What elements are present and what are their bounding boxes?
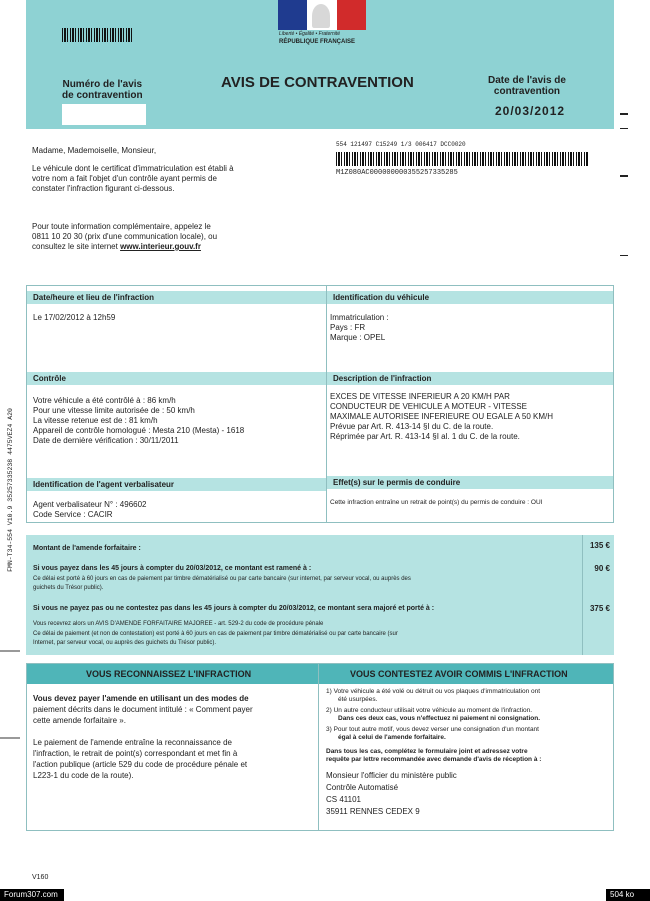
control-section-title: Contrôle [27,372,326,385]
agent-line: Agent verbalisateur N° : 496602 [33,500,147,509]
control-line: Votre véhicule a été contrôlé à : 86 km/h [33,396,176,405]
vehicle-section-title: Identification du véhicule [327,291,613,304]
contest-item: Dans ces deux cas, vous n'effectuez ni paiement ni consignation. [338,715,541,722]
contest-instructions: requête par lettre recommandée avec demande d'avis de réception à : [326,756,542,763]
reduced-amount-value: 90 € [594,564,610,573]
fixed-amount-value: 135 € [589,541,610,550]
agent-line: Code Service : CACIR [33,510,113,519]
info-link[interactable]: www.interieur.gouv.fr [120,242,201,251]
notice-date-label-2: contravention [493,86,561,97]
contest-item: été usurpées. [338,696,378,703]
vehicle-line: Marque : OPEL [330,333,386,342]
recognize-text: Vous devez payer l'amende en utilisant un des modes de [33,694,249,703]
contest-title: VOUS CONTESTEZ AVOIR COMMIS L'INFRACTION [350,669,568,679]
reference-barcode [336,152,588,166]
description-line: Prévue par Art. R. 413-14 §I du C. de la route. [330,422,494,431]
recognize-text: cette amende forfaitaire ». [33,716,126,725]
info-line [32,242,201,252]
increased-note: Internet, par serveur vocal, ou auprès des guichets du Trésor public). [33,640,217,646]
recognize-text: paiement décrits dans le document intitulé : « Comment payer [33,705,253,714]
contest-address: Monsieur l'officier du ministère public [326,771,457,780]
description-line: MAXIMALE AUTORISEE INFERIEURE OU EGALE A 50 KM/H [330,412,554,421]
info-line-text: consultez le site internet [32,242,118,251]
info-line: Pour toute information complémentaire, appelez le [32,222,211,231]
edge-mark [620,255,628,256]
contest-item: 1) Votre véhicule a été volé ou détruit ou vos plaques d'immatriculation ont [326,688,541,695]
amounts-column-divider [582,535,583,655]
description-line: EXCES DE VITESSE INFERIEUR A 20 KM/H PAR [330,392,510,401]
contest-address: 35911 RENNES CEDEX 9 [326,807,420,816]
header-barcode [62,28,134,42]
contest-address: CS 41101 [326,795,361,804]
reference-codes: 554 121497 C15249 1/3 006417 DCC0020 [336,141,466,148]
agent-section-title: Identification de l'agent verbalisateur [27,478,326,491]
options-divider [318,663,319,831]
intro-line: constater l'infraction figurant ci-dessous. [32,184,175,193]
control-line: Appareil de contrôle homologué : Mesta 210 (Mesta) - 1618 [33,426,245,435]
reduced-note: guichets du Trésor public). [33,585,104,591]
intro-line: votre nom a fait l'objet d'un contrôle ayant permis de [32,174,217,183]
recognize-text: Le paiement de l'amende entraîne la reconnaissance de [33,738,232,747]
page-title: AVIS DE CONTRAVENTION [221,74,414,91]
description-line: CONDUCTEUR DE VEHICULE A MOTEUR - VITESSE [330,402,527,411]
notice-number-field [62,104,146,125]
increased-amount-label: Si vous ne payez pas ou ne contestez pas dans les 45 jours à compter du 20/03/2012, ce montant sera majoré et porté à : [33,605,435,612]
contest-item: 3) Pour tout autre motif, vous devez verser une consignation d'un montant [326,726,539,733]
control-line: Date de dernière vérification : 30/11/2011 [33,436,179,445]
licence-section-title: Effet(s) sur le permis de conduire [327,476,613,489]
description-line: Réprimée par Art. R. 413-14 §I al. 1 du C. de la route. [330,432,520,441]
edge-mark [0,737,20,739]
notice-number-label-2: de contravention [62,90,143,101]
increased-amount-value: 375 € [589,604,610,613]
republic-motto: Liberté • Égalité • Fraternité [279,31,341,37]
description-section-title: Description de l'infraction [327,372,613,385]
edge-mark [0,650,20,652]
notice-date-label [488,75,566,97]
contest-instructions: Dans tous les cas, complétez le formulaire joint et adressez votre [326,748,528,755]
republic-logo [278,0,366,30]
vehicle-line: Immatriculation : [330,313,389,322]
recognize-text: L223-1 du code de la route). [33,771,134,780]
contest-address: Contrôle Automatisé [326,783,399,792]
reference-code-line: M1Z080AC000000000355257335285 [336,169,458,177]
licence-line: Cette infraction entraîne un retrait de point(s) du permis de conduire : OUI [330,499,543,506]
notice-number-label-1: Numéro de l'avis [62,79,143,90]
contest-item: 2) Un autre conducteur utilisait votre véhicule au moment de l'infraction. [326,707,533,714]
reduced-note: Ce délai est porté à 60 jours en cas de paiement par timbre dématérialisé ou par carte bancaire (sur internet, par serveur vocal, ou auprès des [33,576,411,582]
intro-line: Le véhicule dont le certificat d'immatriculation est établi à [32,164,234,173]
notice-date-label-1: Date de l'avis de [488,75,566,86]
greeting: Madame, Mademoiselle, Monsieur, [32,146,157,155]
recognize-text: l'action publique (article 529 du code de procédure pénale et [33,760,248,769]
recognize-text: l'infraction, le retrait de point(s) correspondant et met fin à [33,749,238,758]
reduced-amount-label: Si vous payez dans les 45 jours à compter du 20/03/2012, ce montant est ramené à : [33,565,312,572]
edge-mark [620,128,628,129]
contest-item: égal à celui de l'amende forfaitaire. [338,734,446,741]
bottom-code: V160 [32,874,49,881]
notice-number-label [62,79,143,101]
vehicle-line: Pays : FR [330,323,366,332]
control-line: Pour une vitesse limite autorisée de : 50 km/h [33,406,195,415]
republic-name: RÉPUBLIQUE FRANÇAISE [279,39,356,45]
increased-note: Ce délai de paiement (et non de contestation) est porté à 60 jours en cas de paiement par timbre dématérialisé ou par carte bancaire (sur [33,631,398,637]
datetime-section-title: Date/heure et lieu de l'infraction [27,291,326,304]
info-line: 0811 10 20 30 (prix d'une communication locale), ou [32,232,218,241]
infraction-datetime: Le 17/02/2012 à 12h59 [33,313,116,322]
control-line: La vitesse retenue est de : 81 km/h [33,416,158,425]
notice-date-value: 20/03/2012 [495,104,566,118]
side-reference-code: FMN-T34-554 V10.9 35257335238 4475VEZ4 A20 [7,408,14,572]
increased-note: Vous recevrez alors un AVIS D'AMENDE FORFAITAIRE MAJOREE - art. 529-2 du code de procédure pénale [33,621,324,627]
fixed-amount-label: Montant de l'amende forfaitaire : [33,545,141,552]
footer-size: 504 ko [606,889,650,901]
recognize-title: VOUS RECONNAISSEZ L'INFRACTION [86,669,252,679]
edge-mark [620,113,628,115]
footer-source: Forum307.com [0,889,64,901]
edge-mark [620,175,628,177]
